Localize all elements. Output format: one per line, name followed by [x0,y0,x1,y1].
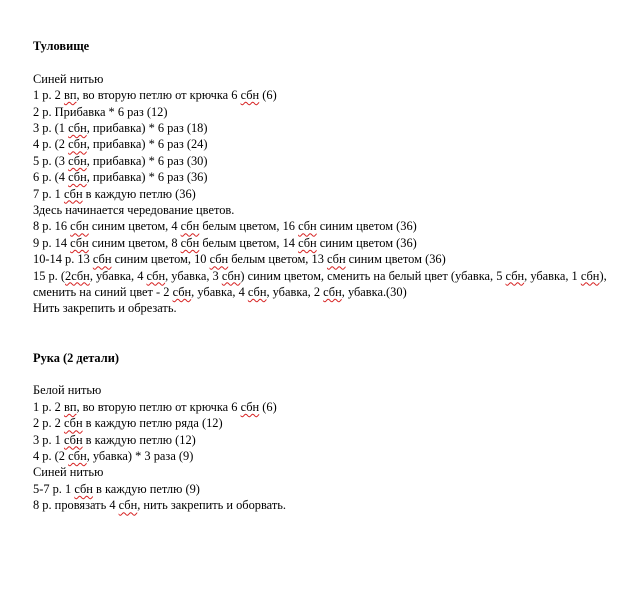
spellcheck-word: сбн [68,153,87,168]
text-line: 9 р. 14 сбн синим цветом, 8 сбн белым цветом, 14 сбн синим цветом (36) [33,235,417,250]
text-line: 1 р. 2 вп, во вторую петлю от крючка 6 сбн (6) [33,88,277,103]
spellcheck-word: сбн [68,121,87,135]
text-line: 7 р. 1 сбн в каждую петлю (36) [33,186,196,201]
spellcheck-word: сбн [298,235,317,250]
text-line: 3 р. (1 сбн, прибавка) * 6 раз (18) [33,121,208,135]
text-line: 15 р. (2сбн, убавка, 4 сбн, убавка, 3 сбн) синим цветом, сменить на белый цвет (убавка, 5 сбн, убавка, 1 сбн), сменить на синий цвет - 2 сбн, убавка, 4 сбн, убавка, 2 сбн, убавка.(30) [33,268,607,300]
spellcheck-word: сбн [180,219,200,234]
text-line: 4 р. (2 сбн, прибавка) * 6 раз (24) [33,137,208,152]
spellcheck-word: сбн [505,268,525,283]
spellcheck-word: сбн [70,235,89,250]
text-line: 4 р. (2 сбн, убавка) * 3 раза (9) [33,449,194,464]
spellcheck-word: сбн [68,170,87,185]
spellcheck-word: сбн [146,268,166,283]
document-body [33,38,633,514]
spellcheck-word: сбн [240,399,260,414]
text-line: 5-7 р. 1 сбн в каждую петлю (9) [33,481,200,496]
section-title-body: Туловище [33,39,90,53]
text-line: 10-14 р. 13 сбн синим цветом, 10 сбн белым цветом, 13 сбн синим цветом (36) [33,252,446,267]
spellcheck-word: сбн [74,481,93,496]
spellcheck-word: сбн [323,285,342,300]
spellcheck-word: сбн [247,285,267,300]
text-line: 1 р. 2 вп, во вторую петлю от крючка 6 сбн (6) [33,399,277,414]
spellcheck-word: сбн [68,449,87,464]
text-line: 8 р. 16 сбн синим цветом, 4 сбн белым цветом, 16 сбн синим цветом (36) [33,219,417,234]
spellcheck-word: сбн [118,498,138,513]
text-line: 8 р. провязать 4 сбн, нить закрепить и оборвать. [33,498,287,513]
text-line: 3 р. 1 сбн в каждую петлю (12) [33,432,196,447]
spellcheck-word: 2сбн [65,268,90,283]
text-line: Здесь начинается чередование цветов. [33,203,235,218]
spellcheck-word: сбн [298,219,317,234]
spellcheck-word: сбн [70,219,89,234]
spellcheck-word: сбн [68,137,87,152]
spellcheck-word: сбн [221,268,241,283]
text-line: 2 р. Прибавка * 6 раз (12) [33,104,168,119]
spellcheck-word: сбн [92,252,112,267]
spacer [33,366,633,382]
spellcheck-word: сбн [240,88,260,103]
spellcheck-word: сбн [172,285,192,300]
spellcheck-word: сбн [63,186,83,201]
spellcheck-word: вп [63,88,77,103]
text-line: Нить закрепить и обрезать. [33,301,177,316]
spellcheck-word: сбн [180,235,200,250]
text-line: Синей нитью [33,465,104,480]
text-line: 6 р. (4 сбн, прибавка) * 6 раз (36) [33,170,208,185]
section-title-arm: Рука (2 детали) [33,350,119,365]
spellcheck-word: сбн [326,252,346,267]
text-line: 5 р. (3 сбн, прибавка) * 6 раз (30) [33,153,208,168]
spellcheck-word: сбн [209,252,229,267]
spacer [33,317,633,350]
text-line: Белой нитью [33,383,102,398]
spellcheck-word: сбн [580,268,600,283]
text-line: 2 р. 2 сбн в каждую петлю ряда (12) [33,416,223,431]
spacer [33,54,633,70]
spellcheck-word: сбн [63,432,83,447]
spellcheck-word: сбн [63,416,83,431]
spellcheck-word: вп [63,399,77,414]
text-line: Синей нитью [33,71,104,86]
